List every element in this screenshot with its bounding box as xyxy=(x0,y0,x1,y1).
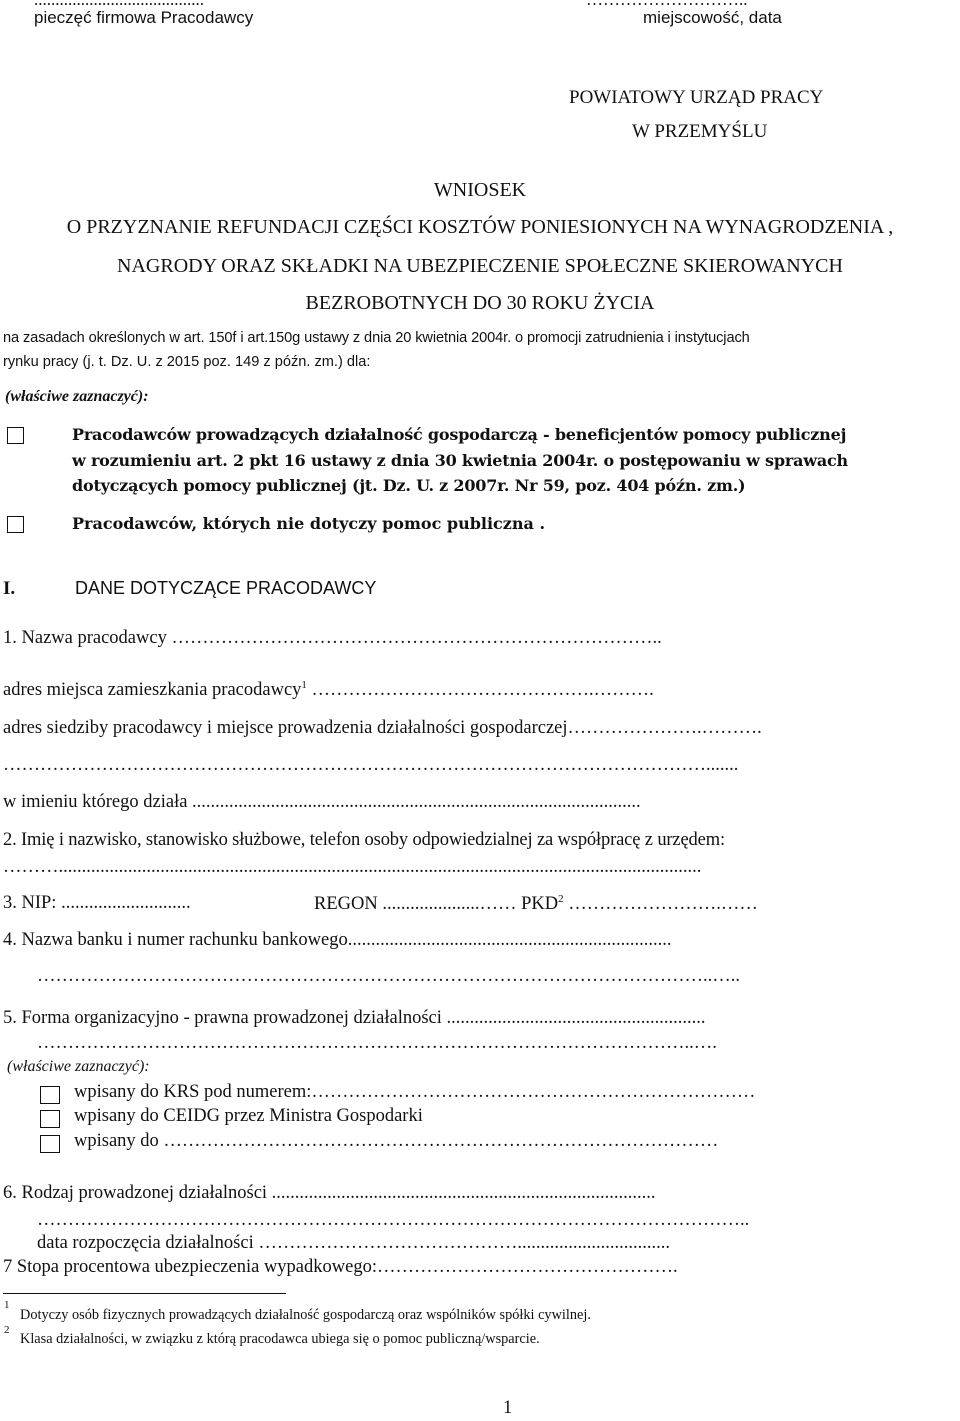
field-seat-address-cont[interactable]: ……………………………………………………………………………………………………....... xyxy=(3,755,739,775)
field-nip[interactable]: 3. NIP: ............................ xyxy=(3,893,191,913)
field-activity-type[interactable]: 6. Rodzaj prowadzonej działalności ................................................................................... xyxy=(3,1183,656,1203)
option-no-aid-checkbox[interactable] xyxy=(7,516,24,533)
basis-line2: rynku pracy (j. t. Dz. U. z 2015 poz. 149 z późn. zm.) dla: xyxy=(3,354,371,370)
field-acting-on-behalf[interactable]: w imieniu którego działa ................................................................................................. xyxy=(3,792,641,812)
basis-line1: na zasadach określonych w art. 150f i art.150g ustawy z dnia 20 kwietnia 2004r. o promocji zatrudnienia i instytucjach xyxy=(3,330,750,346)
field-seat-address[interactable]: adres siedziby pracodawcy i miejsce prowadzenia działalności gospodarczej………………….………. xyxy=(3,718,762,738)
date-label: miejscowość, data xyxy=(643,8,782,27)
legal-form-note: (właściwe zaznaczyć): xyxy=(7,1058,150,1075)
field-activity-type-cont[interactable]: …………………………………………………………………………………………………….. xyxy=(37,1210,750,1230)
pkd-dots: …………………….…… xyxy=(563,894,758,915)
section-title: DANE DOTYCZĄCE PRACODAWCY xyxy=(75,578,377,598)
ceidg-label: wpisany do CEIDG przez Ministra Gospodarki xyxy=(74,1106,423,1126)
title-wniosek: WNIOSEK xyxy=(433,179,527,201)
footnote-2-mark: 2 xyxy=(4,1324,10,1336)
footnote-ref-2: 2 xyxy=(558,893,564,905)
residence-address-label: adres miejsca zamieszkania pracodawcy xyxy=(3,680,302,701)
addressee-line1: POWIATOWY URZĄD PRACY xyxy=(569,87,824,108)
title-line2: O PRZYZNANIE REFUNDACJI CZĘŚCI KOSZTÓW PONIESIONYCH NA WYNAGRODZENIA , xyxy=(66,216,894,238)
field-accident-rate[interactable]: 7 Stopa procentowa ubezpieczenia wypadkowego:…………………………………………. xyxy=(3,1257,678,1277)
footnote-ref-1: 1 xyxy=(301,679,307,691)
field-start-date[interactable]: data rozpoczęcia działalności ……………………………………................................. xyxy=(37,1233,670,1253)
option-beneficiary-checkbox[interactable] xyxy=(7,427,24,444)
residence-address-dots: ……………………………………….………. xyxy=(306,680,654,701)
section-number: I. xyxy=(3,578,16,599)
field-bank-account-cont[interactable]: ………………………………………………………………………………………………..….. xyxy=(37,966,740,986)
title-line4: BEZROBOTNYCH DO 30 ROKU ŻYCIA xyxy=(305,292,655,314)
field-regon-pkd[interactable] xyxy=(314,893,758,915)
krs-checkbox[interactable] xyxy=(40,1086,60,1104)
stamp-label: pieczęć firmowa Pracodawcy xyxy=(34,8,254,27)
option-beneficiary-line1: Pracodawców prowadzących działalność gospodarczą - beneficjentów pomocy publicznej xyxy=(72,425,847,444)
footnote-separator xyxy=(3,1293,286,1294)
field-legal-form[interactable]: 5. Forma organizacyjno - prawna prowadzonej działalności ........................................................ xyxy=(3,1008,706,1028)
page-number: 1 xyxy=(503,1398,513,1418)
title-line3: NAGRODY ORAZ SKŁADKI NA UBEZPIECZENIE SPOŁECZNE SKIEROWANYCH xyxy=(117,255,843,277)
option-no-aid-label: Pracodawców, których nie dotyczy pomoc publiczna . xyxy=(72,514,546,533)
ceidg-checkbox[interactable] xyxy=(40,1110,60,1128)
field-bank-account[interactable]: 4. Nazwa banku i numer rachunku bankowego...................................................................... xyxy=(3,930,672,950)
field-residence-address[interactable] xyxy=(3,679,654,701)
footnote-2-text: Klasa działalności, w związku z którą pracodawca ubiega się o pomoc publiczną/wsparcie. xyxy=(20,1331,540,1347)
other-register-label: wpisany do ……………………………………………………………………………… xyxy=(74,1131,719,1151)
option-beneficiary-line2: w rozumieniu art. 2 pkt 16 ustawy z dnia 30 kwietnia 2004r. o postępowaniu w sprawach xyxy=(72,451,848,470)
choice-note: (właściwe zaznaczyć): xyxy=(5,388,149,405)
addressee-line2: W PRZEMYŚLU xyxy=(632,121,768,142)
field-employer-name[interactable]: 1. Nazwa pracodawcy …………………………………………………………………….. xyxy=(3,628,662,648)
field-contact-person[interactable]: 2. Imię i nazwisko, stanowisko służbowe, telefon osoby odpowiedzialnej za współpracę z urzędem: xyxy=(3,830,725,850)
field-contact-person-cont[interactable]: ………........................................................................................................................................... xyxy=(3,857,702,877)
option-beneficiary-line3: dotyczących pomocy publicznej (jt. Dz. U. z 2007r. Nr 59, poz. 404 późn. zm.) xyxy=(72,476,746,495)
regon-pkd-label: REGON .....................…… PKD xyxy=(314,894,559,915)
other-register-checkbox[interactable] xyxy=(40,1135,60,1153)
krs-label: wpisany do KRS pod numerem:……………………………………………………………… xyxy=(74,1082,756,1102)
field-legal-form-cont[interactable]: ……………………………………………………………………………………………..…. xyxy=(37,1033,717,1053)
footnote-1-text: Dotyczy osób fizycznych prowadzących działalność gospodarczą oraz wspólników spółki cywilnej. xyxy=(20,1307,591,1323)
footnote-1-mark: 1 xyxy=(4,1299,10,1311)
